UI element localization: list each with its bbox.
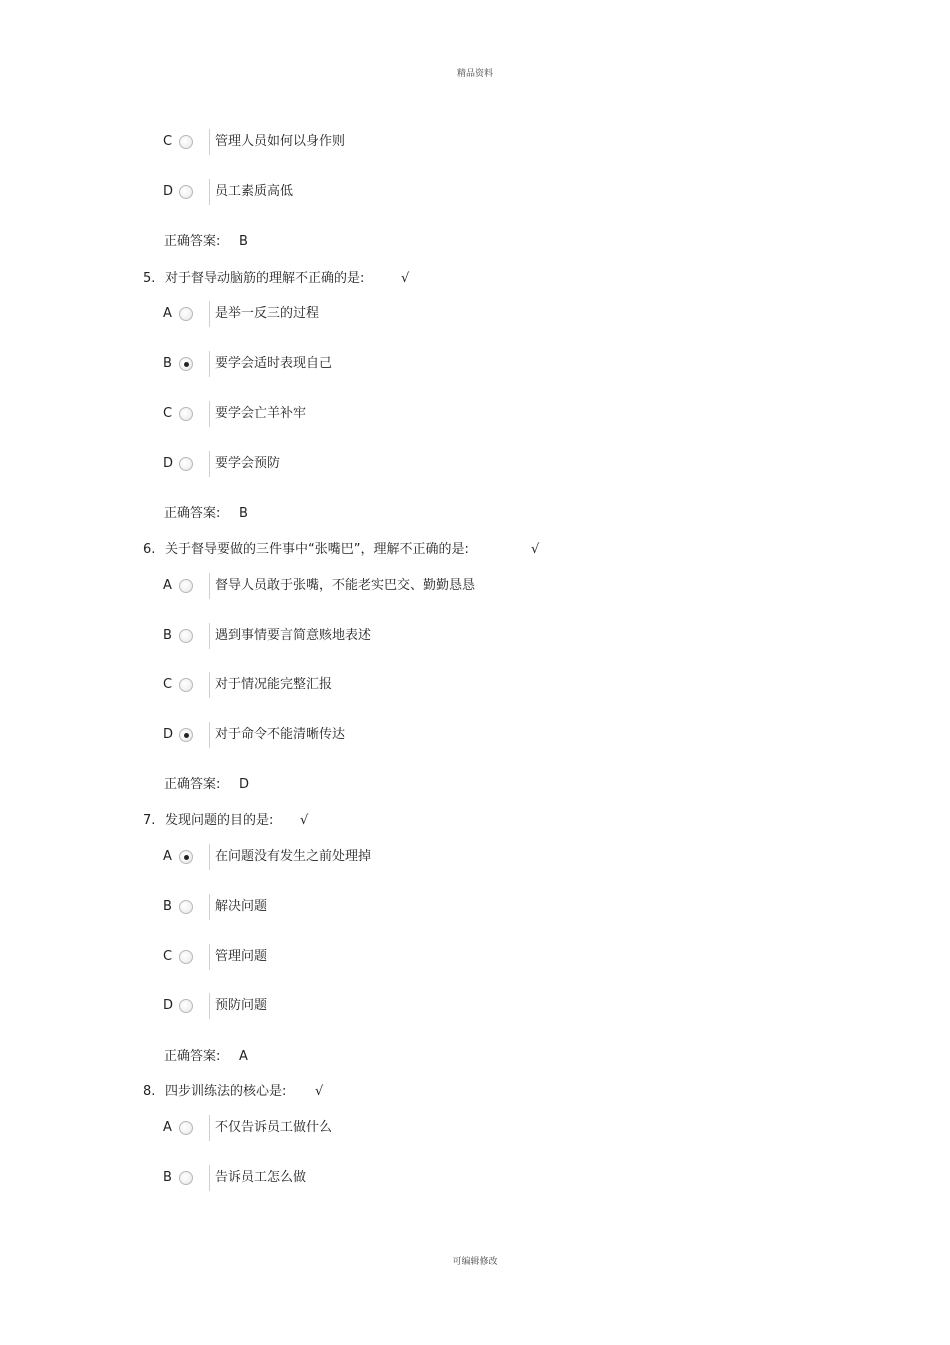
question-number: 8. (143, 1084, 156, 1099)
radio-button[interactable] (179, 629, 193, 643)
option-text: 不仅告诉员工做什么 (215, 1120, 333, 1135)
answer-value: A (239, 1049, 248, 1064)
option-text: 员工素质高低 (215, 184, 294, 199)
divider (209, 1115, 210, 1141)
divider (209, 1165, 210, 1191)
answer-label: 正确答案: (164, 1049, 221, 1064)
option-letter: B (163, 1170, 172, 1185)
divider (209, 672, 210, 698)
question-text: 对于督导动脑筋的理解不正确的是: (165, 271, 365, 286)
option-letter: C (163, 406, 173, 421)
divider (209, 944, 210, 970)
radio-button-selected[interactable] (179, 357, 193, 371)
check-mark: √ (300, 813, 309, 828)
option-letter: A (163, 306, 172, 321)
divider (209, 623, 210, 649)
radio-button[interactable] (179, 457, 193, 471)
answer-value: D (239, 777, 250, 792)
option-letter: D (163, 998, 174, 1013)
option-letter: D (163, 184, 174, 199)
option-text: 要学会适时表现自己 (215, 356, 333, 371)
answer-label: 正确答案: (164, 234, 221, 249)
option-letter: D (163, 727, 174, 742)
radio-button[interactable] (179, 135, 193, 149)
question-number: 5. (143, 271, 156, 286)
radio-button[interactable] (179, 950, 193, 964)
option-text: 告诉员工怎么做 (215, 1170, 307, 1185)
radio-button[interactable] (179, 678, 193, 692)
correct-answer (164, 233, 248, 251)
question-number: 7. (143, 813, 156, 828)
option-text: 遇到事情要言简意赅地表述 (215, 628, 372, 643)
option-letter: A (163, 849, 172, 864)
divider (209, 451, 210, 477)
divider (209, 993, 210, 1019)
radio-button-selected[interactable] (179, 850, 193, 864)
divider (209, 401, 210, 427)
radio-button[interactable] (179, 307, 193, 321)
divider (209, 301, 210, 327)
option-letter: C (163, 677, 173, 692)
option-letter: B (163, 628, 172, 643)
divider (209, 894, 210, 920)
radio-button[interactable] (179, 1171, 193, 1185)
check-mark: √ (531, 542, 540, 557)
option-text: 管理问题 (215, 949, 268, 964)
divider (209, 722, 210, 748)
divider (209, 129, 210, 155)
option-letter: C (163, 949, 173, 964)
answer-value: B (239, 234, 248, 249)
option-text: 督导人员敢于张嘴，不能老实巴交、勤勤恳恳 (215, 578, 476, 593)
option-text: 要学会亡羊补牢 (215, 406, 307, 421)
radio-button[interactable] (179, 900, 193, 914)
option-text: 对于命令不能清晰传达 (215, 727, 346, 742)
option-letter: A (163, 1120, 172, 1135)
divider (209, 179, 210, 205)
option-text: 在问题没有发生之前处理掉 (215, 849, 372, 864)
page-header: 精品资料 (456, 69, 493, 79)
page-footer: 可编辑修改 (452, 1257, 498, 1267)
divider (209, 573, 210, 599)
correct-answer (164, 505, 248, 523)
divider (209, 351, 210, 377)
option-letter: B (163, 356, 172, 371)
correct-answer (164, 1048, 248, 1066)
answer-value: B (239, 506, 248, 521)
radio-button-selected[interactable] (179, 728, 193, 742)
correct-answer (164, 776, 250, 794)
option-text: 对于情况能完整汇报 (215, 677, 333, 692)
option-text: 要学会预防 (215, 456, 281, 471)
option-letter: B (163, 899, 172, 914)
option-text: 管理人员如何以身作则 (215, 134, 346, 149)
question-text: 四步训练法的核心是: (165, 1084, 287, 1099)
option-letter: C (163, 134, 173, 149)
answer-label: 正确答案: (164, 777, 221, 792)
check-mark: √ (315, 1084, 324, 1099)
question-text: 发现问题的目的是: (165, 813, 274, 828)
answer-label: 正确答案: (164, 506, 221, 521)
radio-button[interactable] (179, 1121, 193, 1135)
option-text: 是举一反三的过程 (215, 306, 320, 321)
question-number: 6. (143, 542, 156, 557)
divider (209, 844, 210, 870)
radio-button[interactable] (179, 579, 193, 593)
check-mark: √ (401, 271, 410, 286)
radio-button[interactable] (179, 999, 193, 1013)
radio-button[interactable] (179, 407, 193, 421)
option-text: 预防问题 (215, 998, 268, 1013)
option-text: 解决问题 (215, 899, 268, 914)
radio-button[interactable] (179, 185, 193, 199)
option-letter: A (163, 578, 172, 593)
option-letter: D (163, 456, 174, 471)
question-text: 关于督导要做的三件事中“张嘴巴”，理解不正确的是: (165, 542, 469, 557)
